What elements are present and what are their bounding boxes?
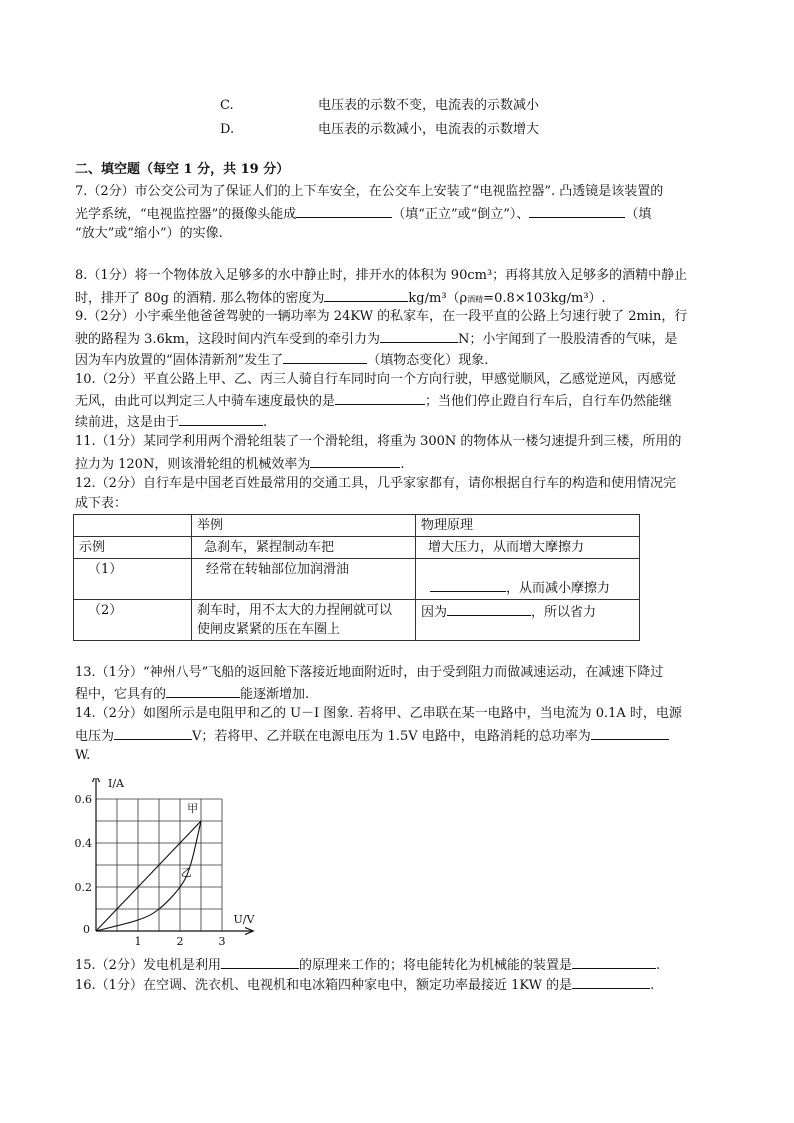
q8-line1: 8.（1分）将一个物体放入足够多的水中静止时，排开水的体积为 90cm³；再将其放入足够多的酒精中静止 bbox=[75, 268, 688, 283]
q7-blank-2[interactable] bbox=[529, 203, 625, 218]
chart-labels bbox=[75, 778, 256, 948]
y-tick-label: 0.4 bbox=[74, 837, 92, 850]
q14-blank-2[interactable] bbox=[591, 725, 669, 740]
q14-line1: 14.（2分）如图所示是电阻甲和乙的 U－I 图象. 若将甲、乙串联在某一电路中，当电流为 0.1A 时，电源 bbox=[75, 706, 682, 721]
q9-text-a: 驶的路程为 3.6km，这段时间内汽车受到的牵引力为 bbox=[75, 332, 381, 347]
y-tick-label: 0.6 bbox=[74, 793, 92, 806]
q13-line1: 13.（1分）“神州八号”飞船的返回舱下落接近地面附近时，由于受到阻力而做减速运动，在减速下降过 bbox=[75, 665, 664, 680]
option-c-text: 电压表的示数不变，电流表的示数减小 bbox=[318, 98, 540, 113]
q13-text-a: 程中，它具有的 bbox=[75, 687, 167, 702]
q7-text-a: 光学系统，“电视监控器”的摄像头能成 bbox=[75, 207, 297, 222]
q7-line1: 7.（2分）市公交公司为了保证人们的上下车安全，在公交车上安装了“电视监控器”. 凸透镜是该装置的 bbox=[75, 184, 664, 199]
q16-text-a: 16.（1分）在空调、洗衣机、电视机和电冰箱四种家电中，额定功率最接近 1KW 的是 bbox=[75, 978, 573, 993]
table-row-1 bbox=[74, 559, 640, 600]
q16-line bbox=[75, 974, 654, 996]
q15-text-b: 的原理来工作的；将电能转化为机械能的装置是 bbox=[298, 958, 572, 973]
q9-blank-1[interactable] bbox=[380, 328, 458, 343]
q9-line3 bbox=[75, 349, 488, 371]
table-cell bbox=[416, 600, 640, 641]
q12-blank-2[interactable] bbox=[447, 601, 531, 616]
q7-blank-1[interactable] bbox=[296, 203, 392, 218]
q14-text-a: 电压为 bbox=[75, 729, 115, 744]
q10-blank-2[interactable] bbox=[179, 411, 263, 426]
option-d-text: 电压表的示数减小，电流表的示数增大 bbox=[318, 122, 540, 137]
legend-label-yi: 乙 bbox=[180, 866, 192, 879]
q12-row2-text-a: 因为 bbox=[421, 605, 448, 620]
q13-blank-1[interactable] bbox=[166, 683, 240, 698]
q7-line3: “放大”或“缩小”）的实像. bbox=[75, 226, 223, 241]
q8-blank-1[interactable] bbox=[324, 287, 408, 302]
q15-text-c: . bbox=[655, 958, 661, 973]
x-tick-label: 3 bbox=[218, 935, 226, 948]
q7-text-b: （填“正立”或“倒立”）、 bbox=[392, 207, 530, 222]
q12-blank-1[interactable] bbox=[430, 577, 506, 592]
table-cell: 经常在转轴部位加润滑油 bbox=[192, 559, 416, 600]
q10-line2 bbox=[75, 390, 672, 412]
q12-line1: 12.（2分）自行车是中国老百姓最常用的交通工具，几乎家家都有，请你根据自行车的构造和使用情况完 bbox=[75, 476, 676, 491]
q14-line2 bbox=[75, 725, 669, 747]
table-cell: （2） bbox=[74, 600, 192, 641]
q12-row2-example-a: 刹车时，用不太大的力捏闸就可以 bbox=[197, 603, 393, 618]
table-cell: 急刹车，紧捏制动车把 bbox=[192, 537, 416, 559]
q13-text-b: 能逐渐增加. bbox=[240, 687, 310, 702]
q12-row2-text-b: ，所以省力 bbox=[531, 605, 597, 620]
table-header-row bbox=[74, 515, 640, 537]
section-title: 二、填空题（每空 1 分，共 19 分） bbox=[75, 162, 290, 177]
q10-blank-1[interactable] bbox=[335, 390, 425, 405]
q9-text-d: （填物态变化）现象. bbox=[367, 353, 489, 368]
q15-blank-1[interactable] bbox=[221, 954, 299, 969]
q11-line1: 11.（1分）某同学利用两个滑轮组装了一个滑轮组，将重为 300N 的物体从一楼匀速提升到三楼，所用的 bbox=[75, 434, 682, 449]
y-axis-label: I/A bbox=[108, 778, 124, 790]
q11-text-a: 拉力为 120N，则该滑轮组的机械效率为 bbox=[75, 457, 311, 472]
table-header-cell: 物理原理 bbox=[416, 515, 640, 537]
q9-blank-2[interactable] bbox=[283, 349, 367, 364]
q15-text-a: 15.（2分）发电机是利用 bbox=[75, 958, 221, 973]
q11-line2 bbox=[75, 453, 404, 475]
q8-text-b: kg/m³（ρ bbox=[408, 291, 468, 306]
q10-text-a: 无风，由此可以判定三人中骑车速度最快的是 bbox=[75, 394, 336, 409]
q8-subscript: 酒精 bbox=[467, 295, 484, 304]
table-cell bbox=[416, 559, 640, 600]
q14-text-b: V；若将甲、乙并联在电源电压为 1.5V 电路中，电路消耗的总功率为 bbox=[192, 729, 591, 744]
q14-line3: W. bbox=[75, 748, 91, 763]
q12-line2: 成下表： bbox=[75, 496, 128, 511]
option-d-label: D. bbox=[220, 122, 235, 137]
q8-text-a: 时，排开了 80g 的酒精. 那么物体的密度为 bbox=[75, 291, 325, 306]
q16-blank-1[interactable] bbox=[572, 974, 650, 989]
q12-row2-example-b: 使闸皮紧紧的压在车圈上 bbox=[197, 622, 341, 637]
table-cell: 示例 bbox=[74, 537, 192, 559]
legend-label-jia: 甲 bbox=[187, 802, 199, 816]
ui-chart bbox=[66, 778, 266, 948]
q11-text-b: . bbox=[400, 457, 405, 472]
option-c-label: C. bbox=[220, 98, 234, 113]
q11-blank-1[interactable] bbox=[310, 453, 400, 468]
table-cell: 增大压力，从而增大摩擦力 bbox=[416, 537, 640, 559]
x-tick-label: 2 bbox=[176, 935, 184, 948]
q15-blank-2[interactable] bbox=[572, 954, 656, 969]
q12-row1-principle: ，从而减小摩擦力 bbox=[506, 581, 611, 596]
q13-line2 bbox=[75, 683, 309, 705]
q10-text-b: ；当他们停止蹬自行车后，自行车仍然能继 bbox=[425, 394, 673, 409]
y-tick-label: 0.2 bbox=[74, 881, 92, 894]
q15-line bbox=[75, 954, 660, 976]
q8-text-c: =0.8×103kg/m³）. bbox=[483, 291, 606, 306]
q10-line3 bbox=[75, 411, 267, 433]
q9-text-c: 因为车内放置的“固体清新剂”发生了 bbox=[75, 353, 284, 368]
table-row-2 bbox=[74, 600, 640, 641]
q9-line2 bbox=[75, 328, 677, 350]
bicycle-table bbox=[73, 514, 640, 641]
origin-label: 0 bbox=[83, 923, 90, 936]
q10-line1: 10.（2分）平直公路上甲、乙、丙三人骑自行车同时向一个方向行驶，甲感觉顺风，乙感觉逆风，丙感觉 bbox=[75, 372, 676, 387]
q10-text-c: 续前进，这是由于 bbox=[75, 415, 180, 430]
table-header-cell bbox=[74, 515, 192, 537]
q9-text-b: N；小宇闻到了一股股清香的气味，是 bbox=[458, 332, 678, 347]
q9-line1: 9.（2分）小宇乘坐他爸爸驾驶的一辆功率为 24KW 的私家车，在一段平直的公路上匀速行驶了 2min，行 bbox=[75, 309, 688, 324]
q10-text-d: . bbox=[263, 415, 268, 430]
table-cell: （1） bbox=[74, 559, 192, 600]
table-row-example bbox=[74, 537, 640, 559]
table-header-cell: 举例 bbox=[192, 515, 416, 537]
x-tick-label: 1 bbox=[134, 935, 142, 948]
q14-blank-1[interactable] bbox=[114, 725, 192, 740]
table-cell bbox=[192, 600, 416, 641]
x-axis-label: U/V bbox=[233, 913, 255, 926]
q7-line2 bbox=[75, 203, 651, 225]
q7-text-c: （填 bbox=[625, 207, 652, 222]
ui-chart-svg bbox=[66, 778, 266, 948]
q16-text-b: . bbox=[650, 978, 655, 993]
